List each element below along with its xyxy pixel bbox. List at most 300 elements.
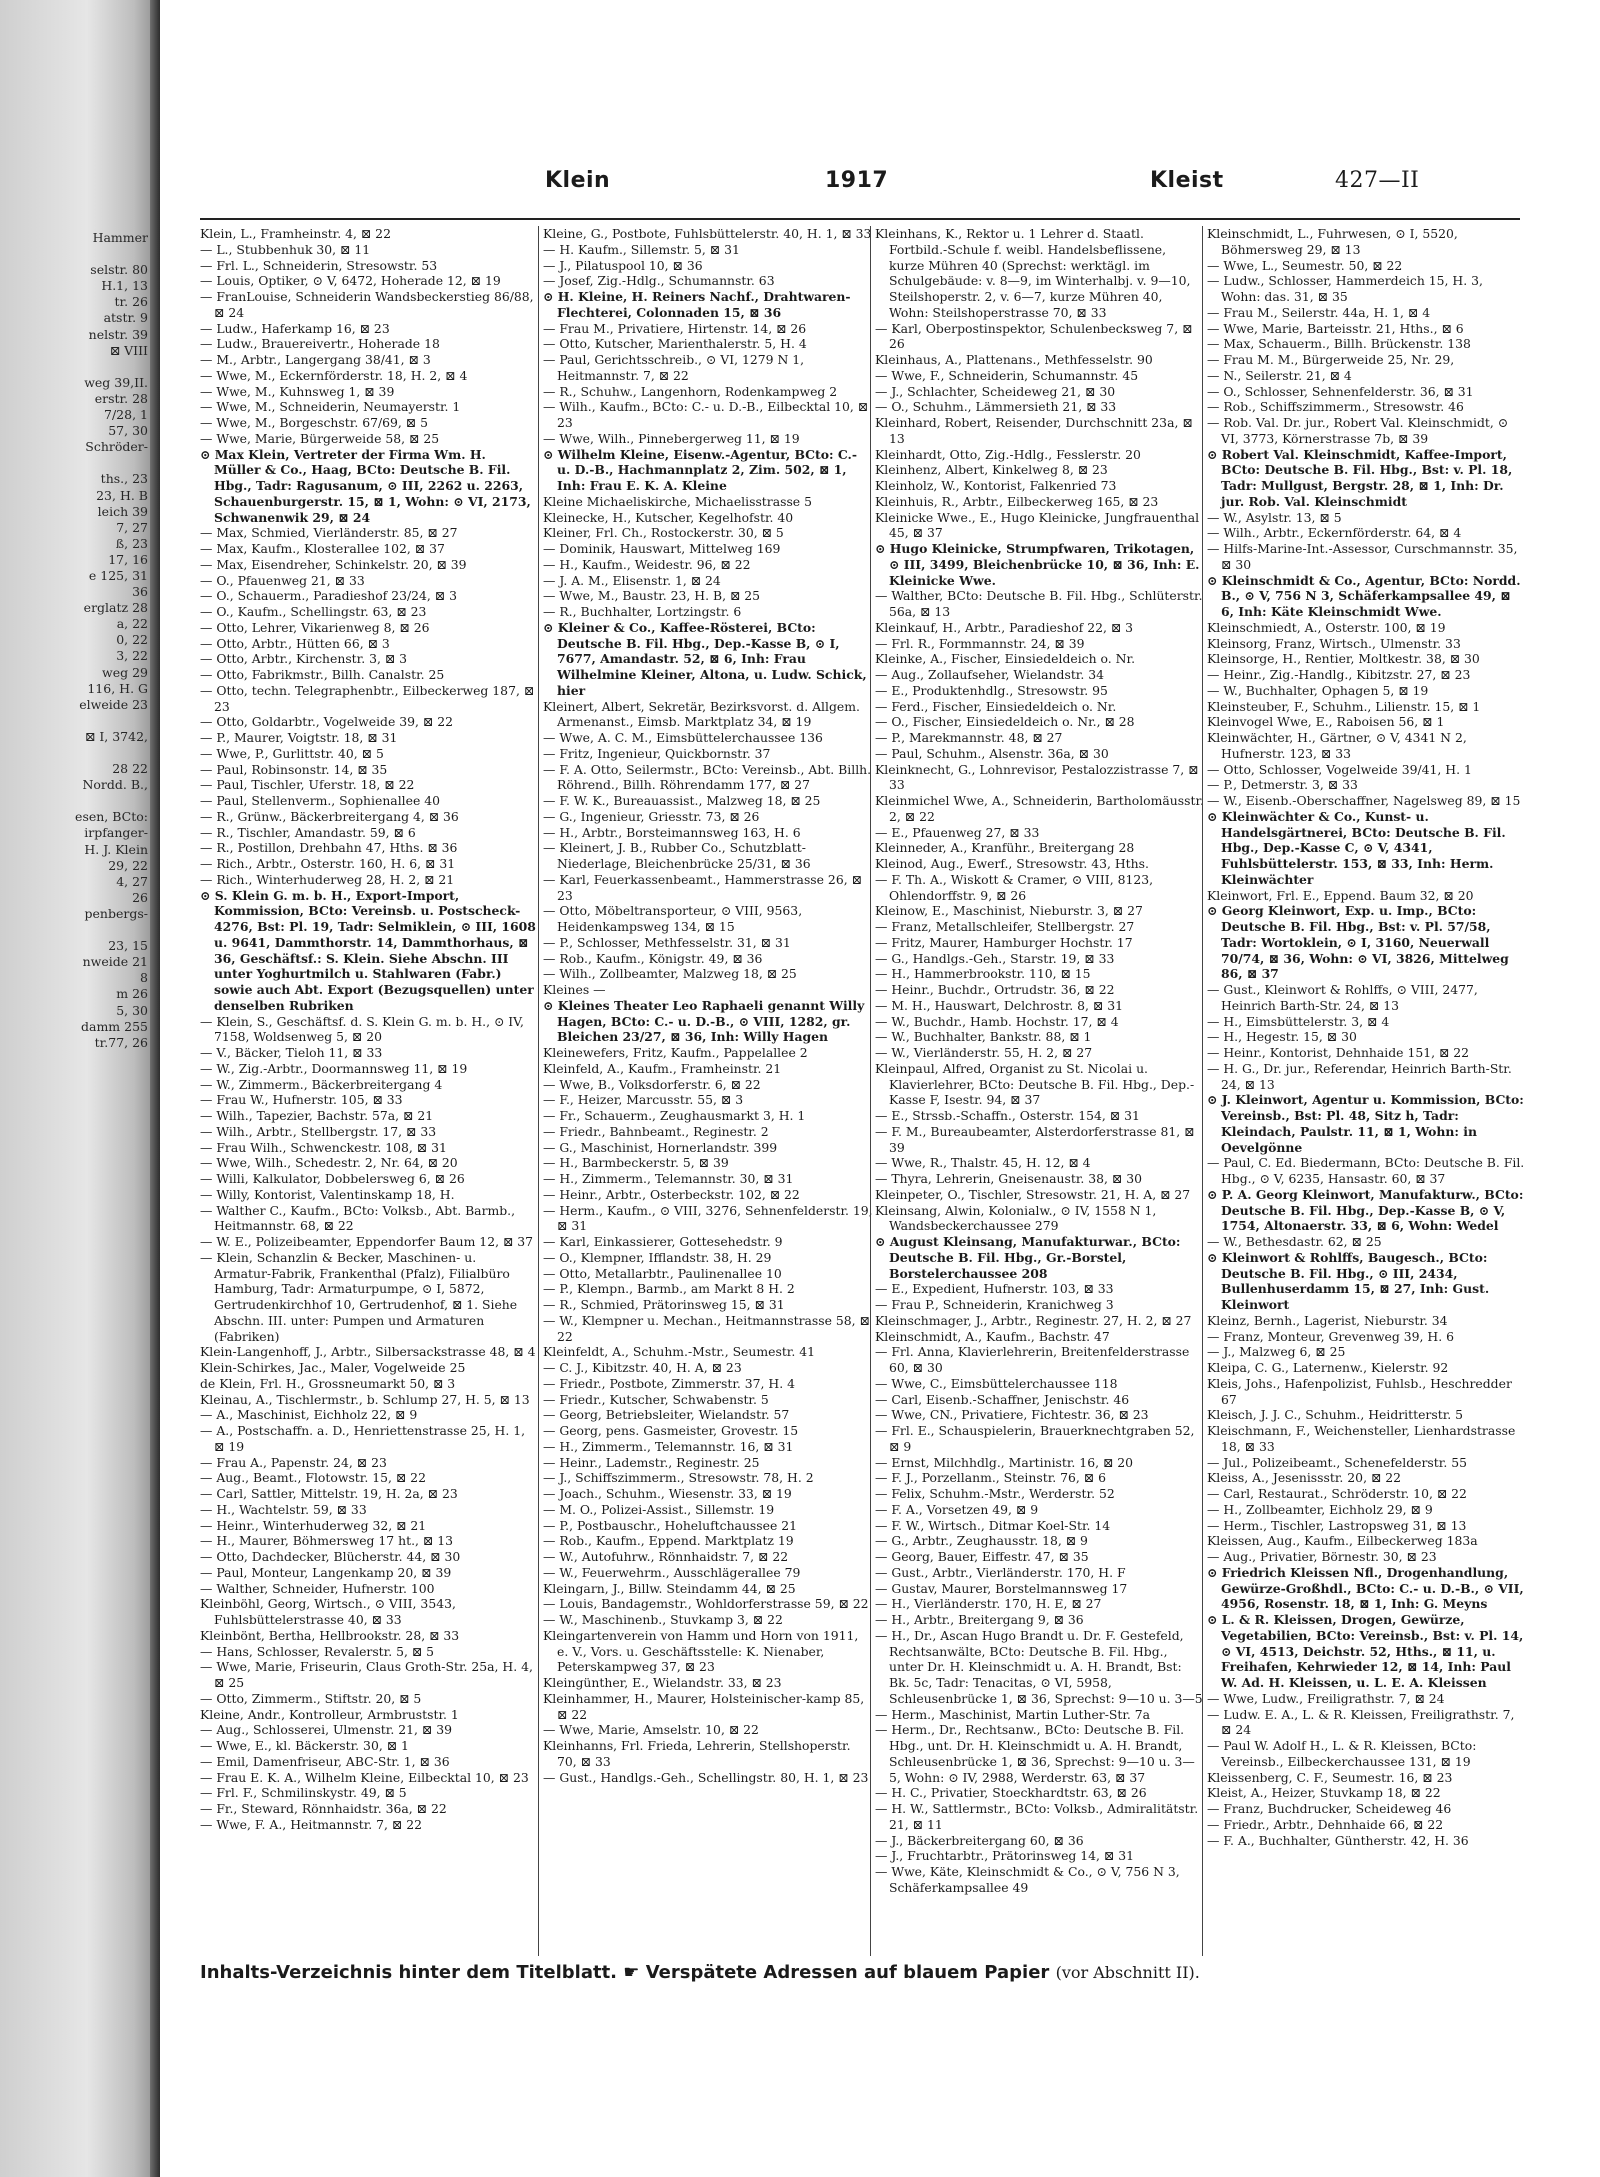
directory-entry: — O., Kaufm., Schellingstr. 63, ⊠ 23 — [200, 604, 427, 619]
directory-entry: — Heinr., Arbtr., Osterbeckstr. 102, ⊠ 22 — [543, 1186, 800, 1202]
directory-entry: — V., Bäcker, Tieloh 11, ⊠ 33 — [200, 1045, 383, 1060]
directory-entry: Kleinbönt, Bertha, Hellbrookstr. 28, ⊠ 33 — [200, 1627, 460, 1643]
fragment-line: 57, 30 — [108, 423, 148, 439]
directory-entry: — Wwe, P., Gurlittstr. 40, ⊠ 5 — [200, 745, 384, 761]
directory-entry: Kleist, A., Heizer, Stuvkamp 18, ⊠ 22 — [1207, 1785, 1441, 1801]
fragment-line: 28 22 — [112, 761, 148, 777]
directory-entry: — W., Buchdr., Hamb. Hochstr. 17, ⊠ 4 — [875, 1013, 1119, 1029]
directory-entry: — Frau P., Schneiderin, Kranichweg 3 — [875, 1297, 1114, 1312]
directory-entry: — Walther, Schneider, Hufnerstr. 100 — [200, 1580, 435, 1596]
directory-entry: — Friedr., Arbtr., Dehnhaide 66, ⊠ 22 — [1207, 1816, 1444, 1832]
directory-entry: — N., Seilerstr. 21, ⊠ 4 — [1207, 367, 1352, 383]
directory-entry: — Gustav, Maurer, Borstelmannsweg 17 — [875, 1580, 1128, 1596]
fragment-line: 23, H. B — [96, 487, 148, 503]
directory-entry: Kleinwort, Frl. E., Eppend. Baum 32, ⊠ 20 — [1207, 887, 1474, 903]
directory-entry: Kleinewefers, Fritz, Kaufm., Pappelallee 2 — [543, 1045, 808, 1060]
fragment-line: 5, 30 — [116, 1002, 148, 1018]
directory-entry: — Aug., Schlosserei, Ulmenstr. 21, ⊠ 39 — [200, 1722, 452, 1738]
directory-entry: — Wwe, F., Schneiderin, Schumannstr. 45 — [875, 367, 1139, 383]
directory-entry: — Frau M. M., Bürgerweide 25, Nr. 29, — [1207, 352, 1455, 367]
directory-entry: Kleinfeldt, A., Schuhm.-Mstr., Seumestr. 41 — [543, 1344, 815, 1360]
fragment-line: ß, 23 — [115, 535, 148, 551]
directory-entry: — H. W., Sattlermstr., BCto: Volksb., Admiralitätstr. 21, ⊠ 11 — [875, 1801, 1199, 1832]
directory-entry: ⊙ Robert Val. Kleinschmidt, Kaffee-Import, BCto: Deutsche B. Fil. Hbg., Bst: v. Pl. 18, Tadr: Mullgust, Bergstr. 28, ⊠ 1, Inh: Dr. jur. Rob. Val. Kleinschmidt — [1207, 446, 1513, 509]
header-last-name: Kleist — [1150, 168, 1224, 193]
directory-entry: — Paul, Monteur, Langenkamp 20, ⊠ 39 — [200, 1564, 452, 1580]
directory-entry: — W. E., Polizeibeamter, Eppendorfer Baum 12, ⊠ 37 — [200, 1234, 534, 1249]
directory-entry: — Wilh., Zollbeamter, Malzweg 18, ⊠ 25 — [543, 966, 797, 982]
fragment-line: 17, 16 — [108, 551, 148, 567]
directory-entry: — Hilfs-Marine-Int.-Assessor, Curschmannstr. 35, ⊠ 30 — [1207, 541, 1518, 572]
directory-entry: — R., Schmied, Prätorinsweg 15, ⊠ 31 — [543, 1297, 785, 1312]
directory-entry: — F. A., Buchhalter, Güntherstr. 42, H. 36 — [1207, 1832, 1469, 1848]
directory-entry: — Fr., Steward, Rönnhaidstr. 36a, ⊠ 22 — [200, 1801, 447, 1816]
directory-entry: Kleipa, C. G., Laternenw., Kielerstr. 92 — [1207, 1360, 1449, 1375]
directory-entry: Kleinneder, A., Kranführ., Breitergang 28 — [875, 840, 1135, 856]
directory-entry: Kleisch, J. J. C., Schuhm., Heidritterstr. 5 — [1207, 1407, 1464, 1423]
directory-entry: — Karl, Feuerkassenbeamt., Hammerstrasse 26, ⊠ 23 — [543, 871, 862, 903]
directory-entry: — H., Zimmerm., Telemannstr. 16, ⊠ 31 — [543, 1438, 794, 1454]
fragment-line — [0, 922, 148, 938]
directory-entry: — O., Schuhm., Lämmersieth 21, ⊠ 33 — [875, 399, 1117, 415]
directory-entry: ⊙ Georg Kleinwort, Exp. u. Imp., BCto: Deutsche B. Fil. Hbg., Bst: v. Pl. 57/58, Tadr: Wortoklein, ⊙ I, 3160, Neuerwall 70/74, ⊠ 36, Wohn: ⊙ VI, 3826, Mittelweg 86, ⊠ 37 — [1207, 903, 1509, 982]
directory-entry: — Carl, Eisenb.-Schaffner, Jenischstr. 46 — [875, 1391, 1130, 1407]
directory-entry: — Georg, pens. Gasmeister, Grovestr. 15 — [543, 1423, 799, 1438]
fragment-line: weg 39,II. — [84, 374, 148, 390]
directory-entry: Kleis, Johs., Hafenpolizist, Fuhlsb., Heschredder 67 — [1207, 1375, 1512, 1407]
directory-entry: — J., Schiffszimmerm., Stresowstr. 78, H. 2 — [543, 1470, 814, 1486]
directory-entry: Kleinhans, K., Rektor u. 1 Lehrer d. Staatl. Fortbild.-Schule f. weibl. Handelsbeflissene, kurze Mühren 40 (Sprechst: werktägl. im Schulgebäude: v. 8—9, im Winterhalbj. v. 9—10, Steilshoperstr. 2, v. 6—7, kurze Mühren 40, Wohn: Steilshoperstrasse 70, ⊠ 33 — [875, 226, 1191, 320]
fragment-line: erglatz 28 — [83, 600, 148, 616]
directory-entry: — J. A. M., Elisenstr. 1, ⊠ 24 — [543, 572, 721, 588]
directory-entry: — Wwe, CN., Privatiere, Fichtestr. 36, ⊠ 23 — [875, 1407, 1149, 1423]
directory-entry: — Wwe, M., Baustr. 23, H. B, ⊠ 25 — [543, 588, 761, 604]
directory-entry: — Paul, Robinsonstr. 14, ⊠ 35 — [200, 761, 388, 777]
directory-entry: — Ludw. E. A., L. & R. Kleissen, Freiligrathstr. 7, ⊠ 24 — [1207, 1706, 1515, 1738]
directory-entry: Kleinknecht, G., Lohnrevisor, Pestalozzistrasse 7, ⊠ 33 — [875, 761, 1199, 793]
directory-entry: ⊙ J. Kleinwort, Agentur u. Kommission, BCto: Vereinsb., Bst: Pl. 48, Sitz h, Tadr: Kleindach, Paulstr. 11, ⊠ 1, Wohn: in Oevelgönne — [1207, 1092, 1524, 1155]
directory-entry: — H., Dr., Ascan Hugo Brandt u. Dr. F. Gestefeld, Rechtsanwälte, BCto: Deutsche B. Fil. Hbg., unter Dr. H. Kleinschmidt u. A. H. Brandt, Bst: Bk. 5c, Tadr: Tenacitas, ⊙ VI, 5958, Schleusenbrücke 1, ⊠ 36, Sprechst: 9—10 u. 3—5 — [875, 1627, 1203, 1706]
column-3 — [870, 226, 1205, 1956]
directory-entry: — Emil, Damenfriseur, ABC-Str. 1, ⊠ 36 — [200, 1753, 450, 1769]
directory-entry: — Frl. Anna, Klavierlehrerin, Breitenfelderstrasse 60, ⊠ 30 — [875, 1344, 1190, 1375]
directory-entry: Kleinicke Wwe., E., Hugo Kleinicke, Jungfrauenthal 45, ⊠ 37 — [875, 509, 1200, 541]
directory-entry: — Fritz, Maurer, Hamburger Hochstr. 17 — [875, 934, 1133, 950]
fragment-line: 116, H. G — [87, 680, 148, 696]
directory-entry: — H. C., Privatier, Stoeckhardtstr. 63, ⊠ 26 — [875, 1785, 1147, 1801]
directory-entry: — Wwe, R., Thalstr. 45, H. 12, ⊠ 4 — [875, 1155, 1091, 1171]
directory-entry: Kleinwächter, H., Gärtner, ⊙ V, 4341 N 2, Hufnerstr. 123, ⊠ 33 — [1207, 730, 1467, 761]
directory-entry: — Heinr., Kontorist, Dehnhaide 151, ⊠ 22 — [1207, 1045, 1470, 1060]
directory-entry: — J., Bäckerbreitergang 60, ⊠ 36 — [875, 1832, 1084, 1848]
directory-entry: — Frl. R., Formmannstr. 24, ⊠ 39 — [875, 635, 1085, 651]
directory-entry: — O., Schlosser, Sehnenfelderstr. 36, ⊠ 31 — [1207, 383, 1474, 399]
directory-entry: — Walther C., Kaufm., BCto: Volksb., Abt. Barmb., Heitmannstr. 68, ⊠ 22 — [200, 1202, 516, 1234]
directory-entry: — W., Vierländerstr. 55, H. 2, ⊠ 27 — [875, 1045, 1093, 1060]
directory-entry: ⊙ Wilhelm Kleine, Eisenw.-Agentur, BCto: C.- u. D.-B., Hachmannplatz 2, Zim. 502, ⊠ 1, Inh: Frau E. K. A. Kleine — [543, 446, 858, 493]
directory-entry: — J., Pilatuspool 10, ⊠ 36 — [543, 257, 703, 273]
directory-entry: Kleissenberg, C. F., Seumestr. 16, ⊠ 23 — [1207, 1769, 1453, 1785]
directory-entry: — R., Buchhalter, Lortzingstr. 6 — [543, 604, 742, 619]
directory-entry: ⊙ Kleines Theater Leo Raphaeli genannt Willy Hagen, BCto: C.- u. D.-B., ⊙ VIII, 1282, gr. Bleichen 23/27, ⊠ 36, Inh: Willy Hagen — [543, 997, 865, 1045]
directory-entry: — P., Postbauschr., Hoheluftchaussee 21 — [543, 1517, 798, 1533]
directory-entry: Kleiner, Frl. Ch., Rostockerstr. 30, ⊠ 5 — [543, 525, 784, 541]
directory-entry: — Otto, Möbeltransporteur, ⊙ VIII, 9563, Heidenkampsweg 134, ⊠ 15 — [543, 903, 803, 934]
fragment-line — [0, 455, 148, 471]
directory-entry: — Wilh., Tapezier, Bachstr. 57a, ⊠ 21 — [200, 1108, 434, 1123]
fragment-line — [0, 793, 148, 809]
directory-entry: — Rich., Arbtr., Osterstr. 160, H. 6, ⊠ 31 — [200, 856, 456, 871]
spine-shadow — [150, 0, 160, 2177]
directory-entry: ⊙ Kleiner & Co., Kaffee-Rösterei, BCto: Deutsche B. Fil. Hbg., Dep.-Kasse B, ⊙ I, 7677, Amandastr. 52, ⊠ 6, Inh: Frau Wilhelmine Kleiner, Altona, u. Ludw. Schick, hier — [543, 619, 867, 698]
directory-entry: — Louis, Optiker, ⊙ V, 6472, Hoherade 12, ⊠ 19 — [200, 273, 501, 289]
directory-entry: — A., Postschaffn. a. D., Henriettenstrasse 25, H. 1, ⊠ 19 — [200, 1423, 526, 1454]
directory-entry: — R., Tischler, Amandastr. 59, ⊠ 6 — [200, 824, 416, 840]
directory-entry: — Carl, Sattler, Mittelstr. 19, H. 2a, ⊠ 23 — [200, 1486, 458, 1501]
directory-entry: — Joach., Schuhm., Wiesenstr. 33, ⊠ 19 — [543, 1486, 792, 1501]
page-number: 427—II — [1335, 168, 1420, 193]
fragment-line: 4, 27 — [116, 873, 148, 889]
directory-entry: — Ludw., Schlosser, Hammerdeich 15, H. 3, Wohn: das. 31, ⊠ 35 — [1207, 273, 1483, 304]
directory-entry: — Otto, Arbtr., Kirchenstr. 3, ⊠ 3 — [200, 651, 408, 667]
directory-entry: — Frau A., Papenstr. 24, ⊠ 23 — [200, 1454, 387, 1470]
directory-entry: — H., Hammerbrookstr. 110, ⊠ 15 — [875, 966, 1091, 982]
fragment-line: tr. 26 — [114, 294, 148, 310]
directory-page — [200, 150, 1580, 2140]
directory-entry: — H., Kaufm., Weidestr. 96, ⊠ 22 — [543, 556, 751, 572]
directory-entry: — Herm., Tischler, Lastropsweg 31, ⊠ 13 — [1207, 1517, 1467, 1533]
directory-entry: — Felix, Schuhm.-Mstr., Werderstr. 52 — [875, 1486, 1115, 1501]
directory-entry: — Wwe, F. A., Heitmannstr. 7, ⊠ 22 — [200, 1816, 422, 1832]
directory-entry: — Max, Kaufm., Klosterallee 102, ⊠ 37 — [200, 541, 445, 556]
directory-entry: — Heinr., Lademstr., Reginestr. 25 — [543, 1454, 760, 1470]
directory-entry: — Wwe, Wilh., Pinnebergerweg 11, ⊠ 19 — [543, 430, 800, 446]
directory-entry: — Wwe, E., kl. Bäckerstr. 30, ⊠ 1 — [200, 1738, 409, 1753]
directory-entry: — Wwe, B., Volksdorferstr. 6, ⊠ 22 — [543, 1076, 761, 1092]
directory-entry: — Gust., Handlgs.-Geh., Schellingstr. 80, H. 1, ⊠ 23 — [543, 1769, 869, 1785]
directory-entry: — Kleinert, J. B., Rubber Co., Schutzblatt-Niederlage, Bleichenbrücke 25/31, ⊠ 36 — [543, 840, 811, 871]
directory-entry: — Otto, techn. Telegraphenbtr., Eilbeckerweg 187, ⊠ 23 — [200, 682, 535, 714]
directory-entry: — Max, Schauerm., Billh. Brückenstr. 138 — [1207, 336, 1471, 352]
directory-entry: — Hans, Schlosser, Revalerstr. 5, ⊠ 5 — [200, 1643, 435, 1659]
directory-entry: Kleinhard, Robert, Reisender, Durchschnitt 23a, ⊠ 13 — [875, 415, 1193, 446]
directory-entry: Kleinow, E., Maschinist, Nieburstr. 3, ⊠ 27 — [875, 903, 1143, 919]
directory-entry: ⊙ H. Kleine, H. Reiners Nachf., Drahtwaren-Flechterei, Colonnaden 15, ⊠ 36 — [543, 289, 851, 320]
directory-entry: — F., Heizer, Marcusstr. 55, ⊠ 3 — [543, 1092, 744, 1108]
directory-entry: — E., Strssb.-Schaffn., Osterstr. 154, ⊠ 31 — [875, 1108, 1140, 1123]
directory-entry: ⊙ Friedrich Kleissen Nfl., Drogenhandlung, Gewürze-Großhdl., BCto: C.- u. D.-B., ⊙ VII, 4956, Rosenstr. 18, ⊠ 1, Inh: G. Meyns — [1207, 1564, 1524, 1612]
directory-entry: — Willy, Kontorist, Valentinskamp 18, H. — [200, 1186, 455, 1202]
directory-entry: Kleinböhl, Georg, Wirtsch., ⊙ VIII, 3543, Fuhlsbüttelerstrasse 40, ⊠ 33 — [200, 1596, 456, 1627]
directory-entry: — Frau W., Hufnerstr. 105, ⊠ 33 — [200, 1092, 403, 1108]
directory-entry: Kleinau, A., Tischlermstr., b. Schlump 27, H. 5, ⊠ 13 — [200, 1391, 530, 1407]
directory-entry: — Otto, Schlosser, Vogelweide 39/41, H. 1 — [1207, 761, 1472, 777]
directory-entry: — Friedr., Kutscher, Schwabenstr. 5 — [543, 1391, 769, 1407]
directory-entry: — Max, Eisendreher, Schinkelstr. 20, ⊠ 39 — [200, 556, 467, 572]
directory-entry: — Wwe, Marie, Friseurin, Claus Groth-Str. 25a, H. 4, ⊠ 25 — [200, 1659, 533, 1690]
fragment-line: elweide 23 — [79, 696, 148, 712]
directory-entry: — W., Buchhalter, Bankstr. 88, ⊠ 1 — [875, 1029, 1092, 1045]
fragment-line: a, 22 — [116, 616, 148, 632]
directory-entry: — P., Schlosser, Methfesselstr. 31, ⊠ 31 — [543, 934, 791, 950]
directory-entry: — Paul, Stellenverm., Sophienallee 40 — [200, 793, 440, 808]
directory-entry: Kleinmichel Wwe, A., Schneiderin, Bartholomäusstr. 2, ⊠ 22 — [875, 793, 1204, 824]
fragment-line: 29, 22 — [108, 857, 148, 873]
directory-entry: — Franz, Metallschleifer, Stellbergstr. 27 — [875, 919, 1135, 934]
directory-entry: — J., Fruchtarbtr., Prätorinsweg 14, ⊠ 31 — [875, 1848, 1134, 1864]
directory-entry: — Frau E. K. A., Wilhelm Kleine, Eilbecktal 10, ⊠ 23 — [200, 1769, 529, 1785]
fragment-line: irpfanger- — [84, 825, 148, 841]
directory-entry: — Wwe, Marie, Amselstr. 10, ⊠ 22 — [543, 1722, 759, 1738]
directory-entry: — R., Postillon, Drehbahn 47, Hths. ⊠ 36 — [200, 840, 458, 856]
fragment-line: nelstr. 39 — [88, 326, 148, 342]
directory-entry: — H. G., Dr. jur., Referendar, Heinrich Barth-Str. 24, ⊠ 13 — [1207, 1060, 1512, 1092]
directory-entry: — Wwe, M., Schneiderin, Neumayerstr. 1 — [200, 399, 461, 415]
directory-entry: — H., Arbtr., Breitergang 9, ⊠ 36 — [875, 1612, 1084, 1627]
fragment-line: H.1, 13 — [101, 278, 148, 294]
directory-entry: — C. J., Kibitzstr. 40, H. A, ⊠ 23 — [543, 1360, 742, 1375]
directory-entry: — Klein, Schanzlin & Becker, Maschinen- u. Armatur-Fabrik, Frankenthal (Pfalz), Filialbüro Hamburg, Tadr: Armaturpumpe, ⊙ I, 5872, Gertrudenkirchhof 10, Gertrudenhof, ⊠ 1. Siehe Abschn. III. unter: Pumpen und Armaturen (Fabriken) — [200, 1249, 518, 1344]
fragment-line: m 26 — [116, 986, 148, 1002]
directory-entry: — Rob., Schiffszimmerm., Stresowstr. 46 — [1207, 399, 1464, 415]
directory-entry: — Paul, C. Ed. Biedermann, BCto: Deutsche B. Fil. Hbg., ⊙ V, 6235, Hansastr. 60, ⊠ 37 — [1207, 1155, 1525, 1186]
pointing-hand-icon: ☛ — [623, 1962, 640, 1983]
fragment-line: Hammer — [92, 230, 148, 245]
directory-entry: — H., Zimmerm., Telemannstr. 30, ⊠ 31 — [543, 1171, 794, 1186]
directory-entry: — Paul, Tischler, Uferstr. 18, ⊠ 22 — [200, 777, 415, 793]
directory-entry: — R., Schuhw., Langenhorn, Rodenkampweg 2 — [543, 383, 838, 399]
directory-entry: — E., Pfauenweg 27, ⊠ 33 — [875, 824, 1040, 840]
directory-entry: — G., Maschinist, Hornerlandstr. 399 — [543, 1139, 778, 1155]
directory-entry: Kleine, Andr., Kontrolleur, Armbruststr. 1 — [200, 1706, 459, 1722]
directory-entry: — Jul., Polizeibeamt., Schenefelderstr. 55 — [1207, 1454, 1467, 1470]
directory-entry: — Josef, Zig.-Hdlg., Schumannstr. 63 — [543, 273, 775, 289]
directory-entry: — Otto, Arbtr., Hütten 66, ⊠ 3 — [200, 635, 390, 651]
directory-entry: — O., Klempner, Ifflandstr. 38, H. 29 — [543, 1249, 772, 1265]
directory-entry: — Wwe, M., Eckernförderstr. 18, H. 2, ⊠ 4 — [200, 367, 468, 383]
fragment-line — [0, 745, 148, 761]
directory-entry: — W., Bethesdastr. 62, ⊠ 25 — [1207, 1234, 1382, 1249]
directory-entry: — Friedr., Bahnbeamt., Reginestr. 2 — [543, 1123, 769, 1139]
directory-entry: — O., Schauerm., Paradieshof 23/24, ⊠ 3 — [200, 588, 457, 604]
fragment-line: 7, 27 — [116, 519, 148, 535]
fragment-line: 23, 15 — [108, 938, 148, 954]
directory-entry: — Ferd., Fischer, Einsiedeldeich o. Nr. — [875, 698, 1117, 714]
directory-entry: — Wwe, M., Borgeschstr. 67/69, ⊠ 5 — [200, 415, 428, 430]
directory-entry: — Franz, Buchdrucker, Scheideweg 46 — [1207, 1801, 1452, 1816]
fragment-line: nweide 21 — [82, 954, 148, 970]
fragment-line: 0, 22 — [116, 632, 148, 648]
directory-entry: ⊙ Kleinschmidt & Co., Agentur, BCto: Nordd. B., ⊙ V, 756 N 3, Schäferkampsallee 49, ⊠ 6, Inh: Käte Kleinschmidt Wwe. — [1207, 572, 1521, 619]
directory-entry: — L., Stubbenhuk 30, ⊠ 11 — [200, 241, 371, 257]
directory-entry: — F. J., Porzellanm., Steinstr. 76, ⊠ 6 — [875, 1470, 1106, 1486]
fragment-line: leich 39 — [97, 503, 148, 519]
directory-entry: — Ludw., Haferkamp 16, ⊠ 23 — [200, 320, 390, 336]
directory-entry: Klein, L., Framheinstr. 4, ⊠ 22 — [200, 226, 391, 241]
directory-entry: — Thyra, Lehrerin, Gneisenaustr. 38, ⊠ 30 — [875, 1171, 1143, 1186]
directory-entry: — A., Maschinist, Eichholz 22, ⊠ 9 — [200, 1407, 418, 1423]
directory-entry: Kleissen, Aug., Kaufm., Eilbeckerweg 183a — [1207, 1533, 1478, 1549]
column-2 — [538, 226, 873, 1956]
directory-entry: — Frau Wilh., Schwenckestr. 108, ⊠ 31 — [200, 1139, 447, 1155]
running-header — [200, 168, 1520, 202]
footer-section-note: (vor Abschnitt II). — [1055, 1963, 1200, 1982]
directory-entry: — Wwe, A. C. M., Eimsbüttelerchaussee 136 — [543, 730, 823, 745]
directory-entry: — Rich., Winterhuderweg 28, H. 2, ⊠ 21 — [200, 871, 455, 887]
directory-entry: — Paul W. Adolf H., L. & R. Kleissen, BCto: Vereinsb., Eilbeckerchaussee 131, ⊠ 19 — [1207, 1738, 1477, 1769]
directory-entry: — H., Arbtr., Borsteimannsweg 163, H. 6 — [543, 824, 801, 840]
directory-entry: Kleinhammer, H., Maurer, Holsteinischer-kamp 85, ⊠ 22 — [543, 1690, 865, 1722]
directory-entry: — E., Expedient, Hufnerstr. 103, ⊠ 33 — [875, 1281, 1114, 1297]
directory-entry: — Karl, Oberpostinspektor, Schulenbecksweg 7, ⊠ 26 — [875, 320, 1193, 352]
directory-entry: — Dominik, Hauswart, Mittelweg 169 — [543, 541, 781, 556]
directory-entry: ⊙ S. Klein G. m. b. H., Export-Import, Kommission, BCto: Vereinsb. u. Postscheck- 4276, Bst: Pl. 19, Tadr: Selmiklein, ⊙ III, 1608 u. 9641, Dammthorstr. 14, Dammthorhaus, ⊠ 36, Geschäftsf.: S. Klein. Siehe Abschn. III unter Yoghurtmilch u. Stahlwaren (Fabr.) sowie auch Abt. Export (Bezugsquellen) unter denselben Rubriken — [200, 887, 536, 1013]
directory-entry: Kleinecke, H., Kutscher, Kegelhofstr. 40 — [543, 509, 794, 525]
directory-entry: — Heinr., Zig.-Handlg., Kibitzstr. 27, ⊠ 23 — [1207, 667, 1471, 682]
directory-entry: Kleinsang, Alwin, Kolonialw., ⊙ IV, 1558 N 1, Wandsbeckerchaussee 279 — [875, 1202, 1157, 1234]
directory-entry: — H., Eimsbüttelerstr. 3, ⊠ 4 — [1207, 1013, 1390, 1029]
fragment-line: 36 — [132, 584, 148, 600]
header-rule — [200, 218, 1520, 220]
fragment-line: e 125, 31 — [88, 567, 148, 583]
directory-entry: Kleinschmager, J., Arbtr., Reginestr. 27, H. 2, ⊠ 27 — [875, 1312, 1192, 1328]
directory-entry: — G., Ingenieur, Griesstr. 73, ⊠ 26 — [543, 808, 760, 824]
directory-entry: de Klein, Frl. H., Grossneumarkt 50, ⊠ 3 — [200, 1375, 456, 1391]
directory-entry: — Heinr., Winterhuderweg 32, ⊠ 21 — [200, 1517, 427, 1533]
fragment-line: weg 29 — [102, 664, 148, 680]
directory-entry: — Otto, Fabrikmstr., Billh. Canalstr. 25 — [200, 667, 445, 682]
directory-entry: — Rob. Val. Dr. jur., Robert Val. Kleinschmidt, ⊙ VI, 3773, Körnerstrasse 7b, ⊠ 39 — [1207, 415, 1509, 446]
directory-entry: — Gust., Kleinwort & Rohlffs, ⊙ VIII, 2477, Heinrich Barth-Str. 24, ⊠ 13 — [1207, 982, 1478, 1013]
directory-entry: — G., Handlgs.-Geh., Starstr. 19, ⊠ 33 — [875, 950, 1115, 966]
directory-entry: Kleinke, A., Fischer, Einsiedeldeich o. Nr. — [875, 651, 1136, 667]
directory-entry: Kleines — — [543, 982, 606, 997]
fragment-line: damm 255 — [81, 1018, 148, 1034]
fragment-line: ⊠ I, 3742, — [84, 728, 148, 744]
directory-entry: — W., Klempner u. Mechan., Heitmannstrasse 58, ⊠ 22 — [543, 1312, 870, 1344]
directory-entry: Kleine, G., Postbote, Fuhlsbüttelerstr. 40, H. 1, ⊠ 33 — [543, 226, 872, 241]
directory-entry: — Aug., Beamt., Flotowstr. 15, ⊠ 22 — [200, 1470, 426, 1486]
directory-entry: — Frau M., Seilerstr. 44a, H. 1, ⊠ 4 — [1207, 304, 1431, 320]
directory-entry: — H., Barmbeckerstr. 5, ⊠ 39 — [543, 1155, 729, 1171]
directory-entry: — W., Feuerwehrm., Ausschlägerallee 79 — [543, 1564, 801, 1580]
directory-entry: Kleinpaul, Alfred, Organist zu St. Nicolai u. Klavierlehrer, BCto: Deutsche B. Fil. Hbg., Dep.-Kasse F, Isestr. 94, ⊠ 37 — [875, 1060, 1195, 1108]
directory-entry: — J., Malzweg 6, ⊠ 25 — [1207, 1344, 1346, 1360]
directory-entry: — Ludw., Brauereivertr., Hoherade 18 — [200, 336, 440, 352]
directory-entry: — W., Zig.-Arbtr., Doormannsweg 11, ⊠ 19 — [200, 1060, 468, 1076]
directory-entry: Kleine Michaeliskirche, Michaelisstrasse 5 — [543, 493, 812, 509]
directory-entry: Klein-Langenhoff, J., Arbtr., Silbersackstrasse 48, ⊠ 4 — [200, 1344, 536, 1360]
directory-entry: ⊙ August Kleinsang, Manufakturwar., BCto: Deutsche B. Fil. Hbg., Gr.-Borstel, Borstelerchaussee 208 — [875, 1234, 1181, 1281]
directory-entry: Kleinschmidt, L., Fuhrwesen, ⊙ I, 5520, Böhmersweg 29, ⊠ 13 — [1207, 226, 1458, 257]
directory-entry: — Wilh., Arbtr., Stellbergstr. 17, ⊠ 33 — [200, 1123, 437, 1139]
fragment-line — [0, 359, 148, 375]
directory-entry: — F. A., Vorsetzen 49, ⊠ 9 — [875, 1501, 1039, 1517]
directory-entry: — H. Kaufm., Sillemstr. 5, ⊠ 31 — [543, 241, 740, 257]
fragment-line: penbergs- — [84, 905, 148, 921]
directory-entry: — Herm., Dr., Rechtsanw., BCto: Deutsche B. Fil. Hbg., unt. Dr. H. Kleinschmidt u. A. H. Brandt, Schleusenbrücke 1, ⊠ 36, Sprechst: 9—10 u. 3—5, Wohn: ⊙ IV, 2988, Werderstr. 63, ⊠ 37 — [875, 1722, 1195, 1785]
directory-entry: Kleiss, A., Jesenissstr. 20, ⊠ 22 — [1207, 1470, 1402, 1486]
fragment-line — [0, 713, 148, 729]
directory-entry: — H., Wachtelstr. 59, ⊠ 33 — [200, 1501, 367, 1517]
fragment-line: ths., 23 — [100, 471, 148, 487]
column-1 — [200, 226, 536, 1956]
fragment-line: tr.77, 26 — [94, 1034, 148, 1050]
fragment-line: 26 — [132, 889, 148, 905]
directory-entry: — Paul, Schuhm., Alsenstr. 36a, ⊠ 30 — [875, 745, 1109, 761]
fragment-line: atstr. 9 — [103, 310, 148, 326]
directory-entry: Kleinhaus, A., Plattenans., Methfesselstr. 90 — [875, 352, 1153, 367]
directory-entry: — Wwe, Marie, Barteisstr. 21, Hths., ⊠ 6 — [1207, 320, 1464, 336]
directory-entry: — Otto, Metallarbtr., Paulinenallee 10 — [543, 1265, 782, 1281]
directory-entry: — W., Asylstr. 13, ⊠ 5 — [1207, 509, 1342, 525]
directory-entry: Kleinod, Aug., Ewerf., Stresowstr. 43, Hths. — [875, 856, 1149, 871]
directory-entry: — H., Maurer, Böhmersweg 17 ht., ⊠ 13 — [200, 1533, 453, 1549]
directory-entry: — W., Buchhalter, Ophagen 5, ⊠ 19 — [1207, 682, 1429, 698]
directory-entry: — FranLouise, Schneiderin Wandsbeckerstieg 86/88, ⊠ 24 — [200, 289, 534, 320]
directory-entry: — P., Detmerstr. 3, ⊠ 33 — [1207, 777, 1358, 793]
directory-entry: — Otto, Dachdecker, Blücherstr. 44, ⊠ 30 — [200, 1549, 461, 1564]
directory-entry: — Wwe, Marie, Bürgerweide 58, ⊠ 25 — [200, 430, 440, 446]
page-footer — [200, 1962, 1520, 1992]
directory-entry: — Otto, Lehrer, Vikarienweg 8, ⊠ 26 — [200, 619, 430, 635]
directory-entry: — Gust., Arbtr., Vierländerstr. 170, H. F — [875, 1564, 1126, 1580]
directory-entry: — Max, Schmied, Vierländerstr. 85, ⊠ 27 — [200, 525, 458, 541]
directory-entry: — Herm., Kaufm., ⊙ VIII, 3276, Sehnenfelderstr. 19, ⊠ 31 — [543, 1202, 873, 1234]
directory-entry: Kleinschmiedt, A., Osterstr. 100, ⊠ 19 — [1207, 619, 1446, 635]
directory-entry: Kleinsteuber, F., Schuhm., Lilienstr. 15, ⊠ 1 — [1207, 698, 1481, 714]
directory-entry: — Aug., Privatier, Börnestr. 30, ⊠ 23 — [1207, 1549, 1437, 1564]
directory-entry: Kleinhenz, Albert, Kinkelweg 8, ⊠ 23 — [875, 462, 1108, 478]
directory-entry: Kleinholz, W., Kontorist, Falkenried 73 — [875, 478, 1117, 493]
directory-entry: Kleinschmidt, A., Kaufm., Bachstr. 47 — [875, 1328, 1110, 1344]
directory-entry: — W., Eisenb.-Oberschaffner, Nagelsweg 89, ⊠ 15 — [1207, 793, 1521, 808]
directory-entry: — Wwe, Käte, Kleinschmidt & Co., ⊙ V, 756 N 3, Schäferkampsallee 49 — [875, 1864, 1180, 1895]
directory-entry: — Klein, S., Geschäftsf. d. S. Klein G. m. b. H., ⊙ IV, 7158, Woldsenweg 5, ⊠ 20 — [200, 1013, 524, 1045]
directory-entry: — Wwe, Wilh., Schedestr. 2, Nr. 64, ⊠ 20 — [200, 1155, 458, 1171]
directory-entry: — Otto, Kutscher, Marienthalerstr. 5, H. 4 — [543, 336, 807, 352]
directory-entry: — Karl, Einkassierer, Gottesehedstr. 9 — [543, 1234, 783, 1249]
directory-entry: — P., Maurer, Voigtstr. 18, ⊠ 31 — [200, 730, 398, 745]
directory-entry: Kleinhanns, Frl. Frieda, Lehrerin, Stellshoperstr. 70, ⊠ 33 — [543, 1738, 851, 1769]
directory-entry: Kleingarn, J., Billw. Steindamm 44, ⊠ 25 — [543, 1580, 796, 1596]
directory-entry: Kleinsorge, H., Rentier, Moltkestr. 38, ⊠ 30 — [1207, 651, 1480, 667]
directory-entry: — R., Grünw., Bäckerbreitergang 4, ⊠ 36 — [200, 808, 459, 824]
directory-entry: Kleinsorg, Franz, Wirtsch., Ulmenstr. 33 — [1207, 635, 1461, 651]
directory-entry: — J., Schlachter, Scheideweg 21, ⊠ 30 — [875, 383, 1116, 399]
directory-entry: — Wwe, Ludw., Freiligrathstr. 7, ⊠ 24 — [1207, 1690, 1445, 1706]
directory-entry: — E., Produktenhdlg., Stresowstr. 95 — [875, 682, 1108, 698]
directory-entry: Kleingartenverein von Hamm und Horn von 1911, e. V., Vors. u. Geschäftsstelle: K. Nienaber, Peterskampweg 37, ⊠ 23 — [543, 1627, 859, 1675]
directory-entry: — Walther, BCto: Deutsche B. Fil. Hbg., Schlüterstr. 56a, ⊠ 13 — [875, 588, 1203, 619]
directory-entry: Kleinkauf, H., Arbtr., Paradieshof 22, ⊠ 3 — [875, 619, 1134, 635]
directory-entry: Kleischmann, F., Weichensteller, Lienhardstrasse 18, ⊠ 33 — [1207, 1423, 1516, 1454]
left-page-fragment — [0, 230, 148, 1051]
directory-entry: ⊙ Kleinwort & Rohlffs, Baugesch., BCto: Deutsche B. Fil. Hbg., ⊙ III, 2434, Bullenhuserdamm 15, ⊠ 27, Inh: Gust. Kleinwort — [1207, 1249, 1490, 1312]
directory-entry: — Wwe, M., Kuhnsweg 1, ⊠ 39 — [200, 383, 395, 399]
directory-entry: Kleingünther, E., Wielandstr. 33, ⊠ 23 — [543, 1675, 782, 1690]
directory-entry: — P., Klempn., Barmb., am Markt 8 H. 2 — [543, 1281, 795, 1297]
directory-entry: — Herm., Maschinist, Martin Luther-Str. 7a — [875, 1706, 1151, 1722]
directory-entry: Kleinvogel Wwe, E., Raboisen 56, ⊠ 1 — [1207, 714, 1445, 730]
directory-entry: — Rob., Kaufm., Königstr. 49, ⊠ 36 — [543, 950, 763, 966]
directory-entry: — Georg, Bauer, Eiffestr. 47, ⊠ 35 — [875, 1549, 1089, 1564]
directory-entry: — Frl. L., Schneiderin, Stresowstr. 53 — [200, 257, 438, 273]
directory-entry: ⊙ Kleinwächter & Co., Kunst- u. Handelsgärtnerei, BCto: Deutsche B. Fil. Hbg., Dep.-Kasse C, ⊙ V, 4341, Fuhlsbüttelerstr. 153, ⊠ 33, Inh: Herm. Kleinwächter — [1207, 808, 1506, 887]
directory-entry: — G., Arbtr., Zeughausstr. 18, ⊠ 9 — [875, 1533, 1088, 1549]
directory-entry: — Georg, Betriebsleiter, Wielandstr. 57 — [543, 1407, 790, 1423]
directory-entry: — M. O., Polizei-Assist., Sillemstr. 19 — [543, 1501, 775, 1517]
